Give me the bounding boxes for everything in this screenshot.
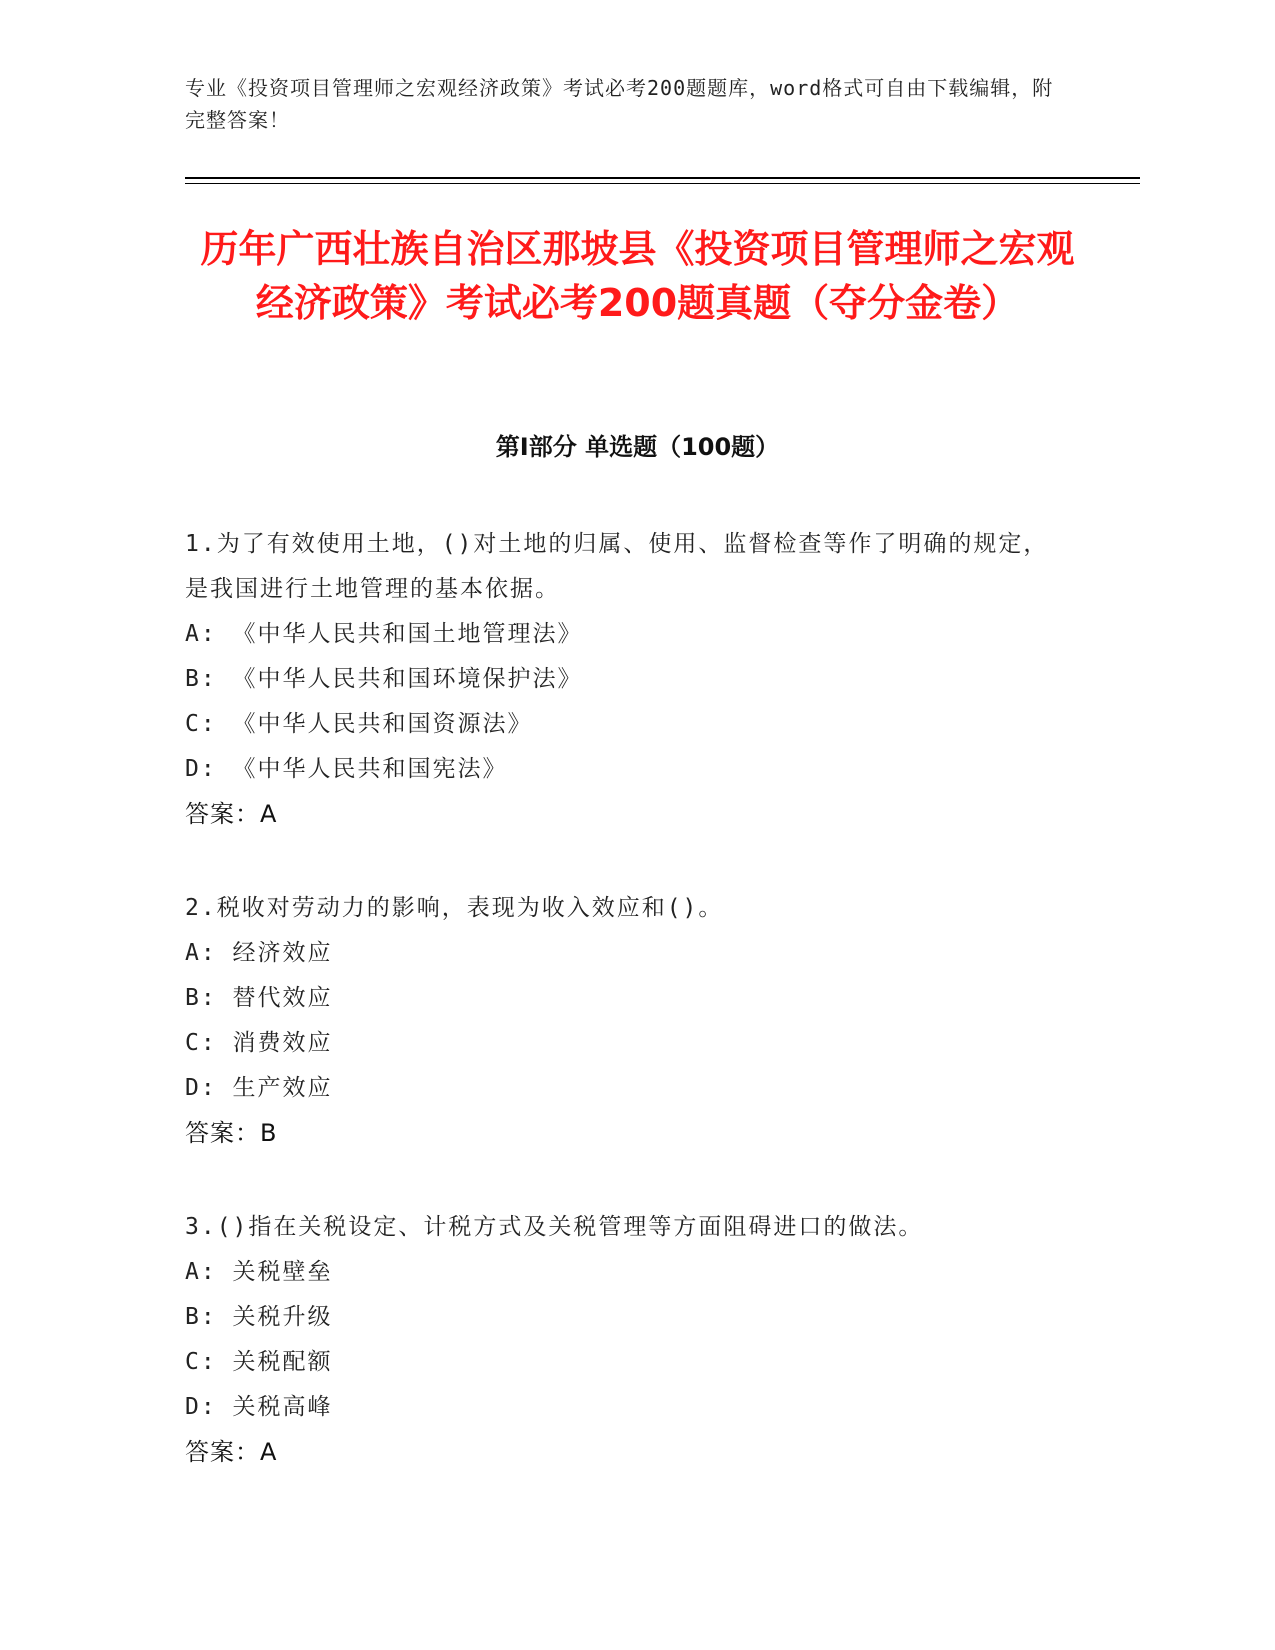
option-d: D: 《中华人民共和国宪法》 <box>185 756 508 782</box>
option-b: B: 替代效应 <box>185 985 333 1011</box>
header-rule-thick <box>185 177 1140 179</box>
question-2 <box>185 886 1065 1156</box>
question-stem: 1.为了有效使用土地，()对土地的归属、使用、监督检查等作了明确的规定，是我国进行土地管理的基本依据。 <box>185 531 1049 602</box>
option-c: C: 关税配额 <box>185 1349 333 1375</box>
answer-line: 答案：B <box>185 1119 278 1147</box>
option-a: A: 《中华人民共和国土地管理法》 <box>185 621 583 647</box>
answer-line: 答案：A <box>185 800 278 828</box>
answer-line: 答案：A <box>185 1438 278 1466</box>
question-stem: 3.()指在关税设定、计税方式及关税管理等方面阻碍进口的做法。 <box>185 1214 924 1240</box>
option-b: B: 《中华人民共和国环境保护法》 <box>185 666 583 692</box>
header-rule-thin <box>185 183 1140 184</box>
section-title: 第I部分 单选题（100题） <box>495 433 780 461</box>
option-c: C: 《中华人民共和国资源法》 <box>185 711 533 737</box>
option-c: C: 消费效应 <box>185 1030 333 1056</box>
document-title: 历年广西壮族自治区那坡县《投资项目管理师之宏观经济政策》考试必考200题真题（夺分金卷） <box>200 227 1075 325</box>
question-list <box>185 522 1065 1524</box>
option-b: B: 关税升级 <box>185 1304 333 1330</box>
question-3 <box>185 1205 1065 1475</box>
question-stem: 2.税收对劳动力的影响，表现为收入效应和()。 <box>185 895 724 921</box>
option-a: A: 关税壁垒 <box>185 1259 333 1285</box>
option-d: D: 关税高峰 <box>185 1394 333 1420</box>
question-1 <box>185 522 1065 837</box>
option-a: A: 经济效应 <box>185 940 333 966</box>
header-note: 专业《投资项目管理师之宏观经济政策》考试必考200题题库，word格式可自由下载编辑，附完整答案！ <box>185 76 1054 132</box>
option-d: D: 生产效应 <box>185 1075 333 1101</box>
